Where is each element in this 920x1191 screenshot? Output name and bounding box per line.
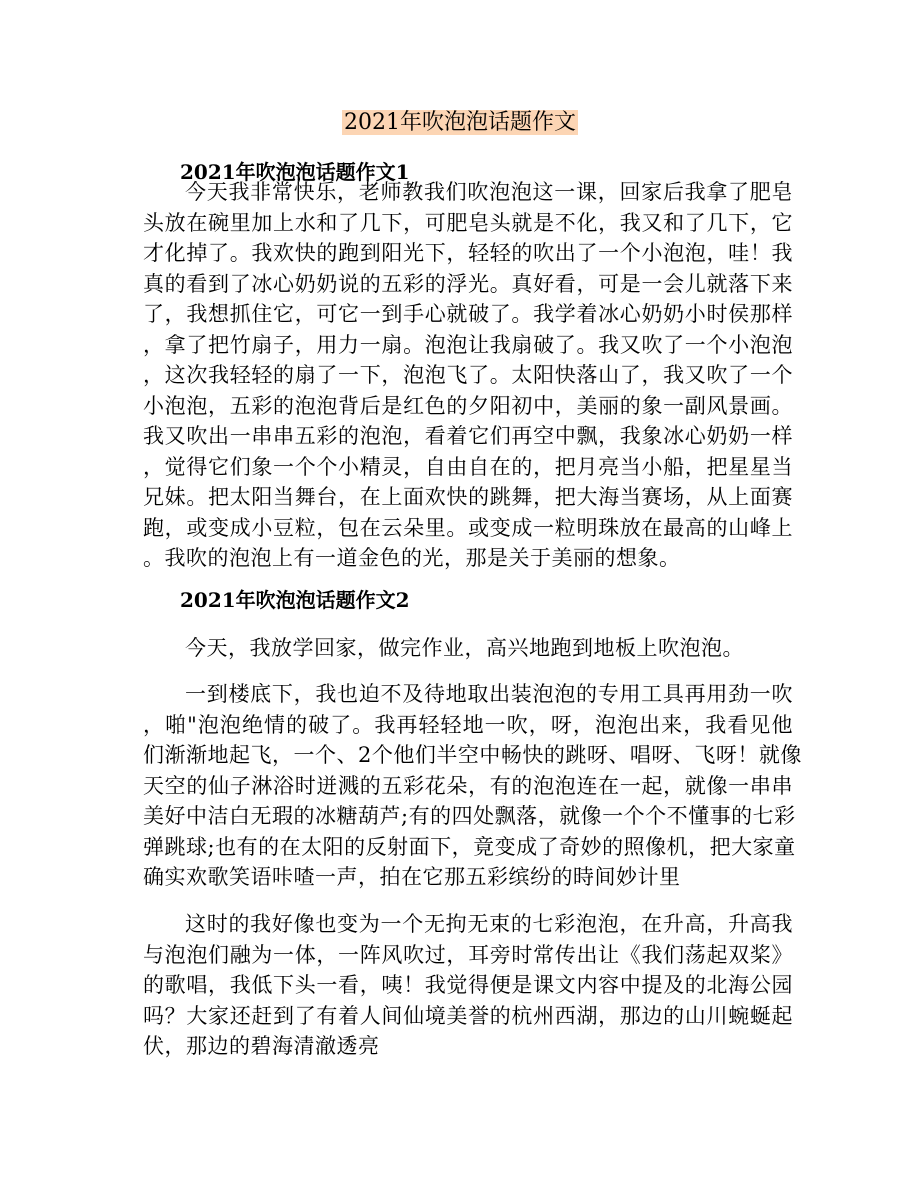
paragraph xyxy=(143,909,793,1062)
paragraph-line: 美好中洁白无瑕的冰糖葫芦;有的四处飘落，就像一个个不懂事的七彩 xyxy=(143,804,796,828)
paragraph xyxy=(143,679,802,893)
paragraph-line: 们渐渐地起飞，一个、2个他们半空中畅快的跳呀、唱呀、飞呀！就像 xyxy=(143,743,802,767)
paragraph-line: 真的看到了冰心奶奶说的五彩的浮光。真好看，可是一会儿就落下来 xyxy=(143,271,793,296)
document-title: 2021年吹泡泡话题作文 xyxy=(344,110,576,135)
paragraph-line: 兄妹。把太阳当舞台，在上面欢快的跳舞，把大海当赛场，从上面赛 xyxy=(143,485,793,509)
paragraph-line: 吗？大家还赶到了有着人间仙境美誉的杭州西湖，那边的山川蜿蜒起 xyxy=(143,1003,793,1028)
paragraph-line: 小泡泡，五彩的泡泡背后是红色的夕阳初中，美丽的象一副风景画。 xyxy=(143,393,793,418)
section-heading-2: 2021年吹泡泡话题作文2 xyxy=(180,588,410,612)
paragraph xyxy=(143,177,793,574)
paragraph xyxy=(143,633,793,664)
paragraph-line: ，这次我轻轻的扇了一下，泡泡飞了。太阳快落山了，我又吹了一个 xyxy=(143,363,793,387)
paragraph-line: 。我吹的泡泡上有一道金色的光，那是关于美丽的想象。 xyxy=(143,546,681,570)
paragraph-line: 今天，我放学回家，做完作业，高兴地跑到地板上吹泡泡。 xyxy=(185,636,744,660)
paragraph-line: 跑，或变成小豆粒，包在云朵里。或变成一粒明珠放在最高的山峰上 xyxy=(143,515,793,540)
section-heading-1: 2021年吹泡泡话题作文1 xyxy=(180,160,410,184)
paragraph-line: 今天我非常快乐，老师教我们吹泡泡这一课，回家后我拿了肥皂 xyxy=(185,180,793,204)
paragraph-line: 确实欢歌笑语咔喳一声，拍在它那五彩缤纷的時间妙计里 xyxy=(143,865,681,889)
paragraph-line: 天空的仙子淋浴时迸溅的五彩花朵，有的泡泡连在一起，就像一串串 xyxy=(143,773,793,798)
paragraph-line: 才化掉了。我欢快的跑到阳光下，轻轻的吹出了一个小泡泡，哇！我 xyxy=(143,241,793,265)
paragraph-line: 一到楼底下，我也迫不及待地取出装泡泡的专用工具再用劲一吹 xyxy=(185,682,793,706)
paragraph-line: ，觉得它们象一个个小精灵，自由自在的，把月亮当小船，把星星当 xyxy=(143,454,793,479)
paragraph-line: ，啪"泡泡绝情的破了。我再轻轻地一吹，呀，泡泡出来，我看见他 xyxy=(143,712,793,737)
paragraph-line: 我又吹出一串串五彩的泡泡，看着它们再空中飘，我象冰心奶奶一样 xyxy=(143,424,793,448)
paragraph-line: ，拿了把竹扇子，用力一扇。泡泡让我扇破了。我又吹了一个小泡泡 xyxy=(143,332,793,357)
paragraph-line: 了，我想抓住它，可它一到手心就破了。我学着冰心奶奶小时侯那样 xyxy=(143,302,793,326)
paragraph-line: 头放在碗里加上水和了几下，可肥皂头就是不化，我又和了几下，它 xyxy=(143,210,793,235)
paragraph-line: 的歌唱，我低下头一看，咦！我觉得便是课文内容中提及的北海公园 xyxy=(143,973,793,997)
paragraph-line: 伏，那边的碧海清澈透亮 xyxy=(143,1034,380,1058)
paragraph-line: 弹跳球;也有的在太阳的反射面下，竟变成了奇妙的照像机，把大家童 xyxy=(143,834,796,859)
paragraph-line: 这时的我好像也变为一个无拘无束的七彩泡泡，在升高，升高我 xyxy=(185,912,793,936)
paragraph-line: 与泡泡们融为一体，一阵风吹过，耳旁时常传出让《我们荡起双桨》 xyxy=(143,942,793,967)
